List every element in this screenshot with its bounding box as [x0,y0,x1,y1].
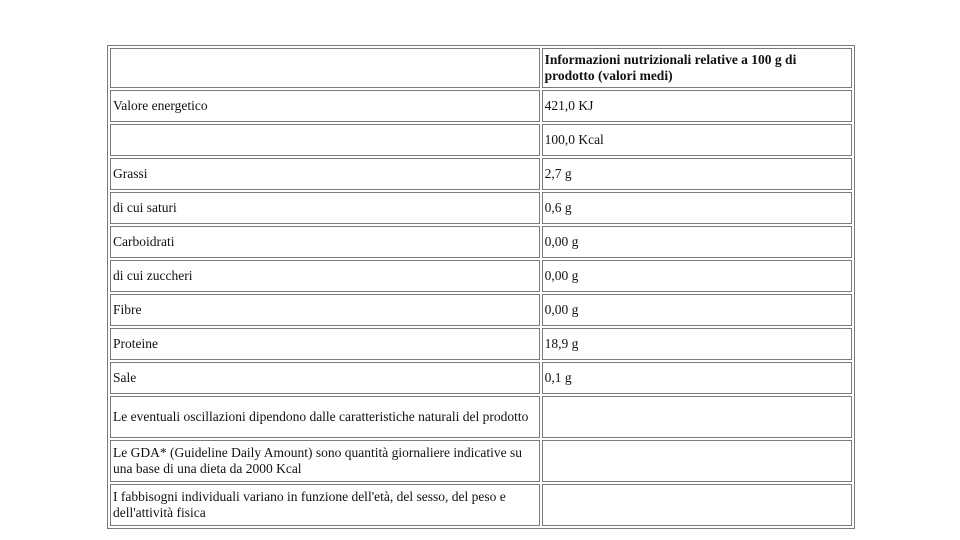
row-label: Fibre [110,294,540,326]
row-label [110,124,540,156]
row-label: Sale [110,362,540,394]
table-row [110,440,852,482]
table-row [110,362,852,394]
table-row [110,90,852,122]
row-label: Grassi [110,158,540,190]
nutrition-table [107,45,855,529]
row-label: Proteine [110,328,540,360]
row-value [542,440,852,482]
table-row [110,260,852,292]
row-value: 0,00 g [542,294,852,326]
header-cell-empty [110,48,540,88]
row-note-label: Le eventuali oscillazioni dipendono dalle caratteristiche naturali del prodotto [110,396,540,438]
table-row [110,294,852,326]
row-value: 0,00 g [542,226,852,258]
row-value [542,484,852,526]
row-value [542,396,852,438]
table-row [110,484,852,526]
row-value: 100,0 Kcal [542,124,852,156]
row-label: di cui zuccheri [110,260,540,292]
row-value: 2,7 g [542,158,852,190]
table-row [110,192,852,224]
row-value: 0,6 g [542,192,852,224]
row-value: 18,9 g [542,328,852,360]
row-note-label: Le GDA* (Guideline Daily Amount) sono quantità giornaliere indicative su una base di una dieta da 2000 Kcal [110,440,540,482]
row-label: Valore energetico [110,90,540,122]
header-cell-nutrition-info: Informazioni nutrizionali relative a 100 g di prodotto (valori medi) [542,48,852,88]
row-value: 0,1 g [542,362,852,394]
table-row [110,226,852,258]
row-note-label: I fabbisogni individuali variano in funzione dell'età, del sesso, del peso e dell'attività fisica [110,484,540,526]
table-header-row [110,48,852,88]
table-row [110,396,852,438]
row-label: di cui saturi [110,192,540,224]
table-row [110,328,852,360]
row-value: 0,00 g [542,260,852,292]
table-row [110,124,852,156]
row-value: 421,0 KJ [542,90,852,122]
table-row [110,158,852,190]
row-label: Carboidrati [110,226,540,258]
